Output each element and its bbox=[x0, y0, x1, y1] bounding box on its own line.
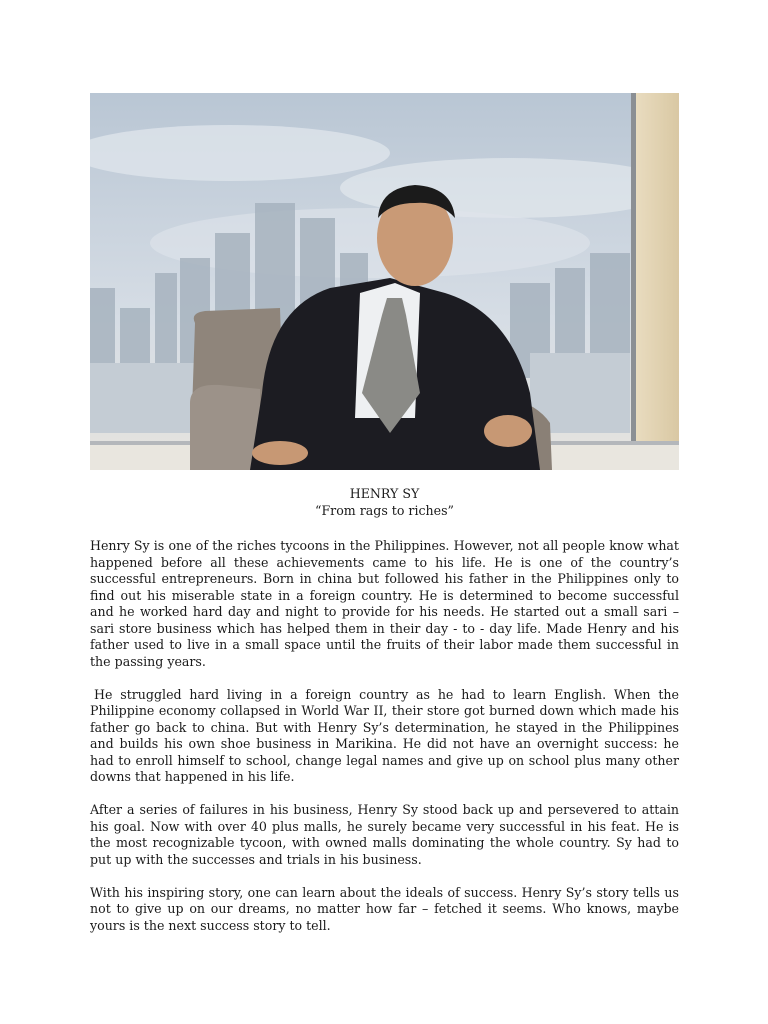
article-heading bbox=[90, 486, 679, 519]
article-body bbox=[90, 538, 679, 951]
article-tagline: “From rags to riches” bbox=[315, 502, 454, 518]
portrait-photo bbox=[90, 93, 679, 470]
paragraph: After a series of failures in his business, Henry Sy stood back up and persevered to attain his goal. Now with over 40 plus malls, he surely became very successful in his feat. He is the most recognizable tycoon, with owned malls dominating the whole country. Sy had to put up with the successes and trials in his business. bbox=[90, 802, 679, 867]
paragraph: Henry Sy is one of the riches tycoons in the Philippines. However, not all people know what happened before all these achievements came to his life. He is one of the country’s successful entrepreneurs. Born in china but followed his father in the Philippines only to find out his miserable state in a foreign country. He is determined to become successful and he worked hard day and night to provide for his needs. He started out a small sari – sari store business which has helped them in their day - to - day life. Made Henry and his father used to live in a small space until the fruits of their labor made them successful in the passing years. bbox=[90, 538, 679, 669]
paragraph: With his inspiring story, one can learn about the ideals of success. Henry Sy’s story tells us not to give up on our dreams, no matter how far – fetched it seems. Who knows, maybe yours is the next success story to tell. bbox=[90, 884, 679, 933]
paragraph: He struggled hard living in a foreign country as he had to learn English. When the Philippine economy collapsed in World War II, their store got burned down which made his father go back to china. But with Henry Sy’s determination, he stayed in the Philippines and builds his own shoe business in Marikina. He did not have an overnight success: he had to enroll himself to school, change legal names and give up on school plus many other downs that happened in his life. bbox=[90, 686, 679, 784]
article-title: HENRY SY bbox=[349, 486, 420, 501]
